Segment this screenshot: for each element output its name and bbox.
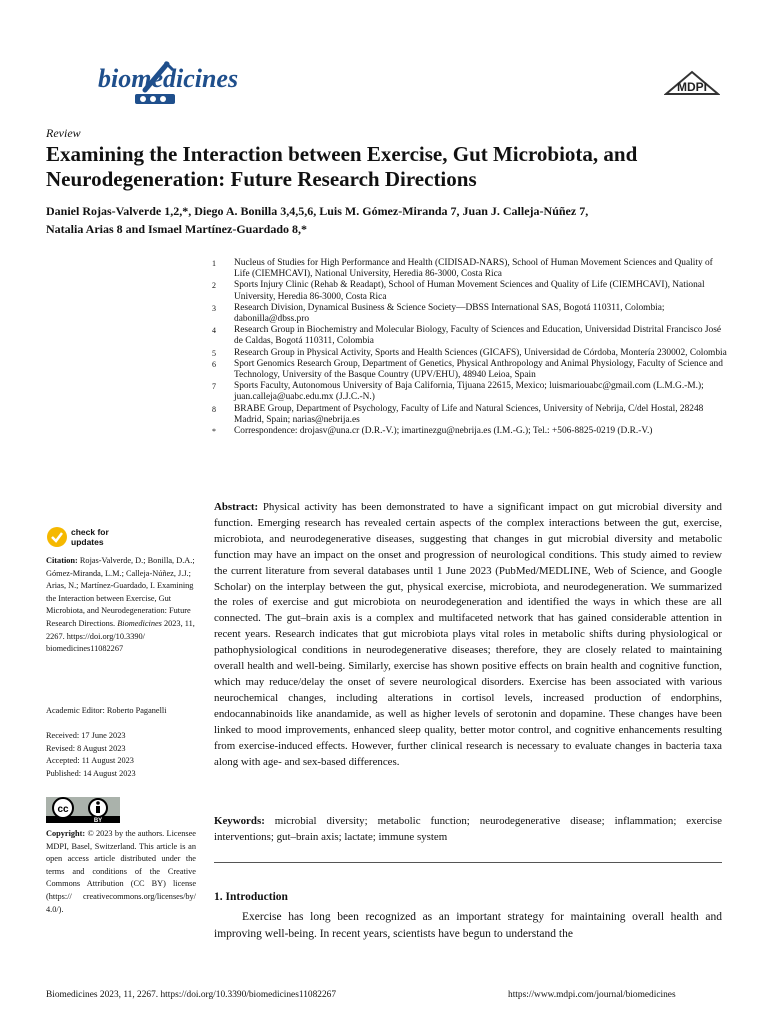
revised-date: Revised: 8 August 2023 [46,743,126,753]
check-line-1: check for [71,527,109,537]
affiliation-text: Research Group in Biochemistry and Molecular Biology, Faculty of Sciences and Education, Universidad Distrital Francisco José de Caldas, Bogotá 110311, Colombia [234,325,722,347]
abstract [214,500,722,770]
author-line-1: Daniel Rojas-Valverde 1,2,*, Diego A. Bonilla 3,4,5,6, Luis M. Gómez-Miranda 7, Juan J. Calleja-Núñez 7, [46,204,589,218]
affiliation-number: * [212,427,216,437]
affiliation-item [210,325,730,347]
affiliation-number: 7 [212,382,216,392]
affiliation-item [210,381,730,403]
affiliation-text: Sports Faculty, Autonomous University of Baja California, Tijuana 22615, Mexico; luismariouabc@gmail.com (L.M.G.-M.); juan.calleja@uabc.edu.mx (J.J.C.-N.) [234,381,704,403]
cc-mark: cc [57,804,69,815]
affiliation-text: Research Group in Physical Activity, Sports and Health Sciences (GICAFS), Universidad de Córdoba, Montería 230002, Colombia [234,347,727,358]
check-for-updates-badge[interactable] [46,526,120,548]
article-type: Review [46,126,81,140]
affiliation-text: Nucleus of Studies for High Performance and Health (CIDISAD-NARS), School of Human Movement Sciences and Quality of Life (CIEMHCAVI), National University, Heredia 86-3000, Costa Rica [234,258,713,280]
citation-block [46,555,196,656]
divider [214,862,722,863]
affiliation-text: Sports Injury Clinic (Rehab & Readapt), School of Human Movement Sciences and Quality of Life (CIEMHCAVI), National University, Heredia 86-3000, Costa Rica [234,280,705,302]
copyright-block [46,828,196,916]
footer-journal-url[interactable]: https://www.mdpi.com/journal/biomedicines [508,990,676,1000]
keywords-text: microbial diversity; metabolic function; neurodegenerative disease; inflammation; exercise interventions; gut–brain axis; lactate; immune system [214,815,722,843]
author-list [46,202,736,238]
keywords [214,814,722,846]
cc-by-license-icon[interactable] [46,797,120,823]
affiliation-item [210,426,730,437]
author-line-2: Natalia Arias 8 and Ismael Martínez-Guardado 8,* [46,222,307,236]
copyright-label: Copyright: [46,829,86,838]
by-mark: BY [93,818,103,823]
affiliation-number: 8 [212,404,216,414]
dates-block [46,730,136,780]
affiliation-item [210,303,730,325]
intro-paragraph: Exercise has long been recognized as an important strategy for maintaining overall health and improving well-being. In recent years, scientists have begun to understand the [214,911,722,940]
affiliation-number: 4 [212,326,216,336]
citation-text: Rojas-Valverde, D.; Bonilla, D.A.; Gómez-Miranda, L.M.; Calleja-Núñez, J.J.; Arias, N.; Martínez-Guardado, I. Examining the Interaction between Exercise, Gut Microbiota, and Neurodegeneration: Future Research Directions. [46,556,195,628]
keywords-label: Keywords: [214,815,265,827]
published-date: Published: 14 August 2023 [46,768,136,778]
citation-doi[interactable]: 2023, 11, 2267. https://doi.org/10.3390/ biomedicines11082267 [46,618,195,654]
article-title: Examining the Interaction between Exercise, Gut Microbiota, and Neurodegeneration: Future Research Directions [46,142,638,191]
affiliation-text: Research Division, Dynamical Business & Science Society—DBSS International SAS, Bogotá 110311, Colombia; dabonilla@dbss.pro [234,302,665,325]
affiliation-item [210,359,730,381]
mdpi-logo-text: MDPI [677,80,707,94]
abstract-label: Abstract: [214,501,259,513]
affiliation-item [210,280,730,302]
affiliation-number: 1 [212,259,216,268]
academic-editor: Academic Editor: Roberto Paganelli [46,706,167,715]
journal-name: biomedicines [98,64,239,93]
check-updates-icon [46,526,68,548]
affiliation-number: 2 [212,281,216,291]
affiliation-text: BRABE Group, Department of Psychology, Faculty of Life and Natural Sciences, University of Nebrija, C/del Hostal, 28248 Madrid, Spain; narias@nebrija.es [234,403,704,425]
mdpi-logo-icon [664,70,720,96]
affiliation-item [210,348,730,359]
affiliation-number: 3 [212,303,216,313]
affiliations [210,258,730,437]
affiliation-item [210,258,730,280]
citation-journal: Biomedicines [117,618,162,628]
affiliation-text: Correspondence: drojasv@una.cr (D.R.-V.); imartinezgu@nebrija.es (I.M.-G.); Tel.: +506-8825-0219 (D.R.-V.) [234,426,653,437]
abstract-text: Physical activity has been demonstrated to have a significant impact on gut microbial diversity and function. Emerging research has revealed certain aspects of the complex interactions between the gut, exercise, microbiota, and neurodegenerative diseases, suggesting that changes in gut microbial diversity and metabolic function may have an impact on the onset and progression of neurological conditions. This study aimed to review the current literature from several databases until 1 June 2023 (PubMed/MEDLINE, Web of Science, and Google Scholar) on the interplay between the gut, physical exercise, microbiota, and neurodegeneration. We summarized the roles of exercise and gut microbiota on neurodegeneration and identified the ways in which these are all connected. The gut–brain axis is a complex and multifaceted network that has gained considerable attention in recent years. Research indicates that gut microbiota plays vital roles in metabolic shifts during physiological or pathophysiological conditions in neurodegenerative diseases; therefore, they are closely related to maintaining overall health and well-being. Similarly, exercise has shown positive effects on brain health and cognitive function, which may reduce/delay the onset of severe neurological disorders. Exercise has been associated with various neurochemical changes, including alterations in cortisol levels, increased production of endorphins, endocannabinoids like anandamide, as well as higher levels of serotonin and dopamine. These changes have been linked to mood improvements, enhanced sleep quality, better motor control, and cognitive enhancements resulting from exercise-induced effects. However, further clinical research is necessary to evaluate changes in bacteria taxa along with age- and sex-based differences. [214,501,722,768]
section-heading: 1. Introduction [214,891,288,903]
citation-label: Citation: [46,556,78,565]
affiliation-text: Sport Genomics Research Group, Department of Genetics, Physical Anthropology and Animal Physiology, Faculty of Science and Technology, University of the Basque Country (UPV/EHU), 48940 Leioa, Spain [234,358,723,381]
affiliation-item [210,404,730,426]
footer-citation[interactable]: Biomedicines 2023, 11, 2267. https://doi.org/10.3390/biomedicines11082267 [46,990,337,1000]
received-date: Received: 17 June 2023 [46,731,126,740]
affiliation-number: 5 [212,348,216,358]
copyright-text: © 2023 by the authors. Licensee MDPI, Basel, Switzerland. This article is an open access article distributed under the terms and conditions of the Creative Commons Attribution (CC BY) license (https:// creativecommons.org/licenses/by/ 4.0/). [46,829,196,914]
accepted-date: Accepted: 11 August 2023 [46,756,134,766]
affiliation-number: 6 [212,359,216,369]
check-line-2: updates [71,537,104,547]
